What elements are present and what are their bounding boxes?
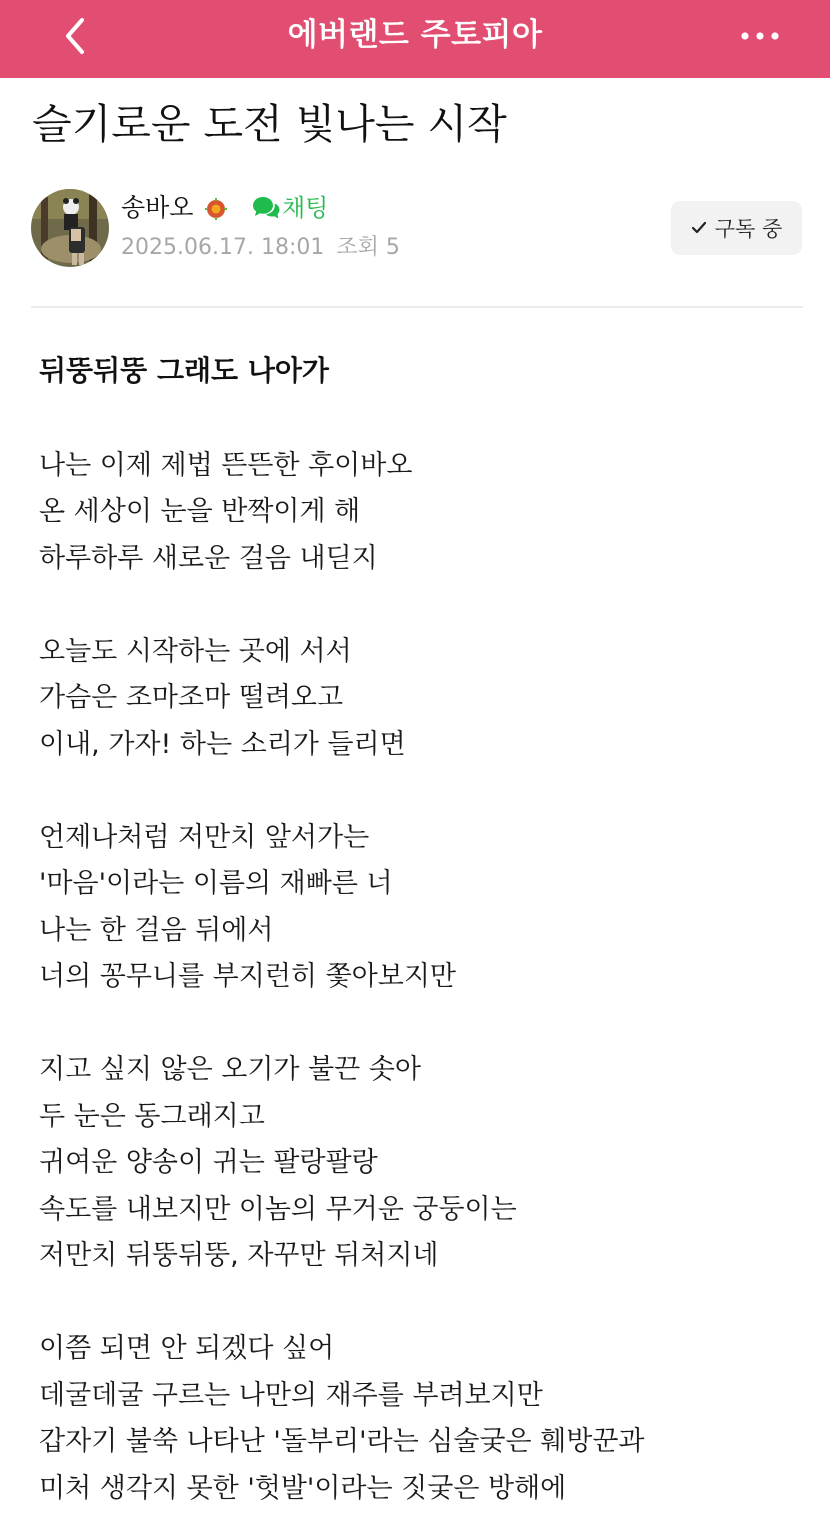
top-app-bar — [0, 0, 830, 78]
post-date: 2025.06.17. 18:01 — [121, 235, 325, 260]
poem-line: 나는 한 걸음 뒤에서 — [39, 914, 274, 946]
chat-button[interactable] — [252, 190, 328, 226]
post-title: 슬기로운 도전 빛나는 시작 — [32, 100, 507, 148]
poem-line: 언제나처럼 저만치 앞서가는 — [39, 821, 370, 853]
poem-line: 이쯤 되면 안 되겠다 싶어 — [39, 1333, 335, 1364]
stanza — [39, 815, 799, 1001]
poem-line: 두 눈은 동그래지고 — [39, 1100, 265, 1132]
poem-line: 데굴데굴 구르는 나만의 재주를 부려보지만 — [39, 1379, 543, 1411]
poem-title: 뒤뚱뒤뚱 그래도 나아가 — [39, 354, 329, 387]
poem-line: 이내, 가자! 하는 소리가 들리면 — [39, 728, 406, 760]
chat-bubbles-icon — [252, 195, 280, 221]
poem-line: 저만치 뒤뚱뒤뚱, 자꾸만 뒤처지네 — [39, 1240, 439, 1271]
more-button[interactable] — [732, 12, 788, 60]
post-meta — [121, 232, 400, 264]
poem-line: 오늘도 시작하는 곳에 서서 — [39, 635, 352, 667]
author-avatar[interactable] — [31, 189, 109, 267]
subscribe-label: 구독 중 — [714, 217, 783, 241]
stanza — [39, 1326, 799, 1512]
chat-label: 채팅 — [282, 194, 329, 222]
poem-line: 갑자기 불쑥 나타난 '돌부리'라는 심술궂은 훼방꾼과 — [39, 1426, 645, 1457]
poem-line: 온 세상이 눈을 반짝이게 해 — [39, 496, 361, 527]
poem-line: 너의 꽁무니를 부지런히 쫓아보지만 — [39, 961, 456, 992]
more-horizontal-icon — [740, 31, 780, 41]
poem-line: 속도를 내보지만 이놈의 무거운 궁둥이는 — [39, 1193, 517, 1225]
member-level-icon — [204, 197, 228, 221]
subscribe-button[interactable] — [671, 201, 802, 255]
stanza — [39, 629, 799, 769]
stanza — [39, 443, 799, 583]
header-title: 에버랜드 주토피아 — [287, 17, 543, 53]
view-count: 조회 5 — [336, 235, 400, 260]
poem-line: 하루하루 새로운 걸음 내딛지 — [39, 542, 378, 574]
poem-line: 미처 생각지 못한 '헛발'이라는 짓궂은 방해에 — [39, 1472, 567, 1504]
panda-photo — [31, 189, 109, 267]
poem-line: '마음'이라는 이름의 재빠른 너 — [39, 868, 393, 899]
post-body — [39, 346, 799, 1512]
author-name[interactable]: 송바오 — [121, 193, 194, 222]
poem-line: 가슴은 조마조마 떨려오고 — [39, 682, 344, 713]
check-icon — [691, 221, 707, 235]
poem-line: 지고 싶지 않은 오기가 불끈 솟아 — [39, 1054, 421, 1085]
divider — [31, 306, 803, 308]
poem-line: 귀여운 양송이 귀는 팔랑팔랑 — [39, 1147, 378, 1178]
stanza — [39, 1047, 799, 1280]
poem-line: 나는 이제 제법 뜬뜬한 후이바오 — [39, 449, 413, 481]
